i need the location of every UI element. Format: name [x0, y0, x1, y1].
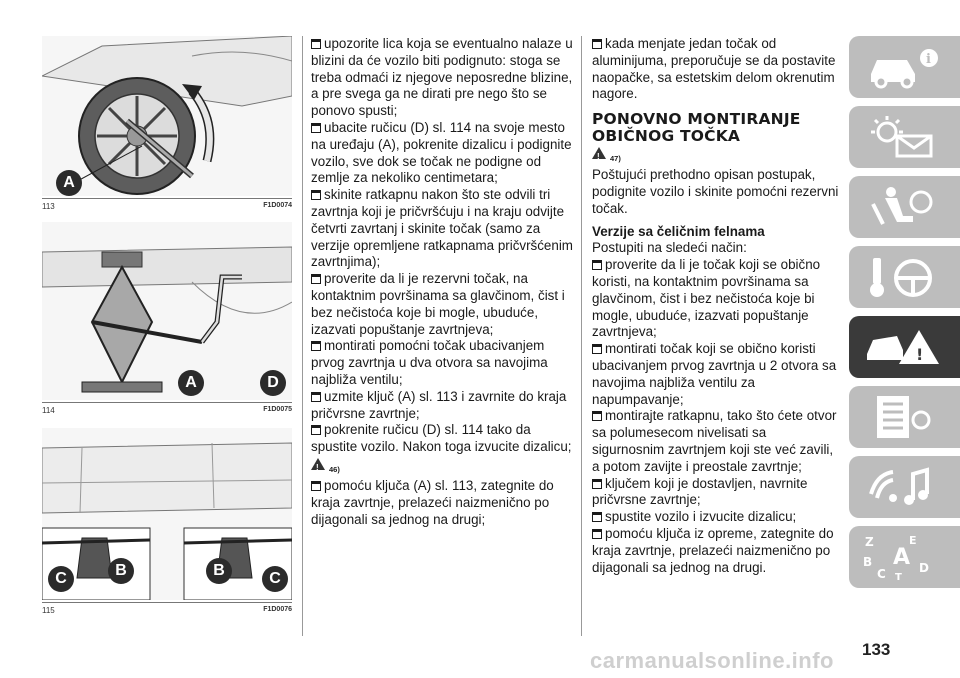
list-item: ubacite ručicu (D) sl. 114 na svoje mesto na uređaju (A), pokrenite dizalicu i podignite vozilo, sve dok se točak ne podigne od zemlje za nekoliko centimetara; [311, 119, 572, 186]
callout-b-right: B [206, 558, 232, 584]
list-item: ključem koji je dostavljen, navrnite pričvrsne zavrtnje; [592, 475, 808, 508]
jack-points-illustration [42, 428, 292, 600]
svg-text:i: i [926, 52, 931, 67]
tab-maintenance[interactable] [849, 386, 960, 448]
list-item: pokrenite ručicu (D) sl. 114 tako da spustite vozilo. Nakon toga izvucite dizalicu; [311, 422, 572, 455]
index-letter-e: E [909, 534, 917, 547]
figure-code: F1D0076 [263, 606, 292, 613]
maintenance-checklist-icon [863, 394, 943, 440]
list-item: skinite ratkapnu nakon što ste odvili tri zavrtnja koji je pričvršćuju i na kraju odvijte četvrti zavrtanj i skinite točak (samo za verzije opremljene ratkapnama pričvršćenim zavrtnjima); [311, 187, 573, 270]
bullet-icon [311, 39, 321, 49]
list-item: proverite da li je točak koji se obično koristi, na kontaktnim površinama sa glavčinom, čist i bez nečistoća koje bi mogle, ubuduće, izazvati popuštanje zavrtnjeva; [592, 257, 821, 340]
list-item: proverite da li je rezervni točak, na kontaktnim površinama sa glavčinom, čist i bez nečistoća koje bi mogle, ubuduće, izazvati popuštanje zavrtnjeva; [311, 271, 565, 337]
callout-a: A [178, 370, 204, 396]
bullet-icon [592, 39, 602, 49]
callout-a: A [56, 170, 82, 196]
car-info-icon [863, 44, 943, 90]
figure-113 [42, 36, 292, 212]
list-item: montirajte ratkapnu, tako što ćete otvor sa polumesecom nivelisati sa sigurnosnim zavrtnjem koji ste već zavili, a potom zavijte i preostale zavrtnje; [592, 408, 837, 474]
airbag-seat-icon [863, 184, 943, 230]
warning-icon [311, 458, 325, 470]
multimedia-icon [863, 464, 943, 510]
bullet-icon [592, 512, 602, 522]
bullet-icon [311, 392, 321, 402]
callout-d: D [260, 370, 286, 396]
figure-caption [42, 402, 292, 416]
emergency-car-icon [863, 324, 943, 370]
list-item: montirati točak koji se obično koristi ubacivanjem prvog zavrtnja u 2 otvora sa navojima najbliža ventilu za napumpavanje; [592, 341, 837, 407]
section-title: PONOVNO MONTIRANJE OBIČNOG TOČKA [592, 110, 801, 146]
wheel-wrench-illustration [42, 36, 292, 196]
list-item: spustite vozilo i izvucite dizalicu; [592, 509, 842, 526]
index-letter-d: D [919, 561, 929, 575]
list-item: pomoću ključa iz opreme, zategnite do kraja zavrtnje, prelazeći naizmenično po dijagonali sa jednog na drugi. [592, 525, 834, 575]
jack-lifting-illustration [42, 222, 292, 400]
warning-reference[interactable]: ! 46) [311, 456, 573, 478]
index-letter-t: T [895, 572, 902, 580]
bullet-icon [311, 425, 321, 435]
index-letter-a: A [893, 545, 911, 570]
figure-caption [42, 198, 292, 212]
figure-115 [42, 428, 292, 618]
bullet-icon [592, 411, 602, 421]
bullet-icon [592, 479, 602, 489]
index-letter-c: C [877, 567, 886, 580]
column-separator [581, 36, 582, 636]
section-text: Poštujući prethodno opisan postupak, podignite vozilo i skinite pomoćni rezervni točak. [592, 167, 839, 216]
watermark: carmanualsonline.info [590, 648, 834, 673]
bullet-icon [311, 123, 321, 133]
tab-multimedia[interactable] [849, 456, 960, 518]
figure-caption [42, 602, 292, 616]
callout-b-left: B [108, 558, 134, 584]
list-item: uzmite ključ (A) sl. 113 i zavrnite do kraja pričvrsne zavrtnje; [311, 388, 567, 421]
dashboard-lights-icon [863, 114, 943, 160]
tab-car-info[interactable] [849, 36, 960, 98]
chapter-tabs [849, 36, 960, 596]
tab-key-steering[interactable] [849, 246, 960, 308]
column-separator [302, 36, 303, 636]
warning-icon [592, 147, 606, 159]
tab-dashboard-lights[interactable] [849, 106, 960, 168]
alphabetical-index-icon [863, 534, 943, 580]
figure-number: 115 [42, 606, 55, 615]
callout-c-left: C [48, 566, 74, 592]
index-letter-b: B [863, 555, 873, 569]
bullet-icon [311, 190, 321, 200]
figure-number: 114 [42, 406, 55, 415]
warning-reference[interactable]: ! 47) [592, 145, 842, 167]
bullet-icon [311, 481, 321, 491]
svg-text:!: ! [916, 345, 924, 364]
right-column [592, 36, 842, 576]
list-item: pomoću ključa (A) sl. 113, zategnite do kraja zavrtnje, prelazeći naizmenično po dijagonali sa jednog na drugi; [311, 477, 554, 527]
tab-alphabetical-index[interactable] [849, 526, 960, 588]
callout-c-right: C [262, 566, 288, 592]
list-item: upozorite lica koja se eventualno nalaze u blizini da će vozilo biti podignuto: stoga se treba odmaći iz njegove neposredne blizine, a pre svega ga ne dirati pre nego što se ponovo spusti; [311, 36, 573, 119]
figure-number: 113 [42, 202, 55, 211]
bullet-icon [592, 529, 602, 539]
bullet-icon [311, 274, 321, 284]
bullet-icon [592, 260, 602, 270]
bullet-icon [311, 341, 321, 351]
bullet-icon [592, 344, 602, 354]
list-item: kada menjate jedan točak od aluminijuma, preporučuje se da postavite naopačke, sa estetskim delom okrenutim nagore. [592, 36, 836, 102]
subsection-intro: Postupiti na sledeći način: [592, 240, 747, 256]
figure-114 [42, 222, 292, 418]
tab-emergency[interactable] [849, 316, 960, 378]
page-number: 133 [862, 640, 891, 659]
list-item: montirati pomoćni točak ubacivanjem prvog zavrtnja u dva otvora sa navojima najbliža ventilu; [311, 338, 548, 387]
tab-airbag-seat[interactable] [849, 176, 960, 238]
middle-column [311, 36, 573, 528]
figure-code: F1D0074 [263, 202, 292, 209]
subsection-title: Verzije sa čeličnim felnama [592, 223, 765, 239]
index-letter-z: Z [865, 535, 874, 549]
key-steering-icon [863, 254, 943, 300]
figure-code: F1D0075 [263, 406, 292, 413]
